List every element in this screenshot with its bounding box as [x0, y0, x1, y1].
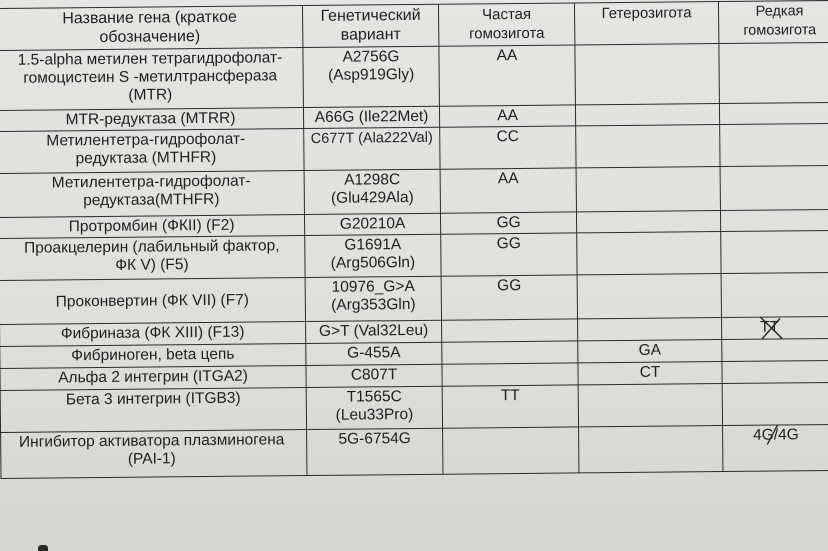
rare-homozygote	[722, 360, 828, 383]
rare-homozygote	[722, 338, 828, 361]
strikethrough-mark	[756, 316, 786, 339]
common-homozygote: GG	[441, 275, 577, 320]
gene-name: Фибриноген, beta цепь	[0, 344, 306, 369]
rare-homozygote	[721, 272, 828, 317]
genetic-variant: A2756G (Asp919Gly)	[303, 46, 440, 107]
rare-homozygote	[720, 123, 828, 166]
gene-name: Метилентетра-гидрофолат-редуктаза (MTHFR)	[0, 129, 304, 174]
common-homozygote: GG	[441, 233, 577, 276]
heterozygote: CT	[578, 362, 722, 385]
heterozygote	[575, 44, 720, 105]
heterozygote	[578, 384, 722, 427]
common-homozygote: AA	[440, 168, 576, 213]
heterozygote	[576, 125, 720, 168]
gene-name: MTR-редуктаза (MTRR)	[0, 108, 304, 132]
gene-name: Фибриназа (ФК XIII) (F13)	[0, 322, 306, 347]
table-row	[0, 42, 828, 110]
rare-homozygote	[722, 316, 828, 339]
gene-name: Проконвертин (ФК VII) (F7)	[0, 278, 306, 325]
common-homozygote	[442, 319, 578, 342]
gene-name: Альфа 2 интегрин (ITGA2)	[0, 366, 306, 391]
heterozygote: GA	[578, 340, 722, 363]
gene-name: Метилентетра-гидрофолат-редуктаза(MTHFR)	[0, 171, 304, 218]
genetic-variant: A66G (Ile22Met)	[303, 106, 439, 128]
rare-homozygote	[719, 102, 828, 124]
heterozygote	[575, 104, 719, 126]
rare-homozygote	[719, 42, 828, 103]
header-gene: Название гена (краткое обозначение)	[0, 6, 303, 51]
common-homozygote	[443, 427, 579, 474]
common-homozygote: GG	[440, 212, 576, 234]
rare-homozygote	[721, 230, 828, 273]
cut-off-glyph	[38, 545, 48, 551]
rare-homozygote	[723, 424, 828, 471]
rare-homozygote-value: 4G/4G	[753, 426, 799, 444]
header-common-homozygote: Частая гомозигота	[438, 3, 574, 46]
genetic-variant: 5G-6754G	[307, 428, 443, 475]
gene-name: Проакцелерин (лабильный фактор, ФК V) (F5)	[0, 236, 305, 281]
rare-homozygote	[722, 382, 828, 425]
common-homozygote	[442, 341, 578, 364]
genetic-variant: G20210A	[304, 213, 440, 235]
common-homozygote	[442, 363, 578, 386]
table-row	[1, 424, 828, 478]
rare-homozygote	[720, 165, 828, 210]
table-row	[0, 165, 828, 217]
gene-name: Протромбин (ФКII) (F2)	[0, 215, 305, 239]
genetic-variant: A1298C (Glu429Ala)	[304, 169, 440, 214]
handwritten-result	[760, 318, 779, 336]
rare-homozygote	[720, 209, 828, 231]
gene-name: Ингибитор активатора плазминогена (PAI-1)	[1, 430, 307, 479]
heterozygote	[579, 426, 723, 473]
header-rare-homozygote: Редкая гомозигота	[718, 0, 828, 43]
common-homozygote: AA	[439, 45, 576, 106]
gene-name: 1.5-alpha метилен тетрагидрофолат-гомоцистеин S -метилтрансфераза (MTR)	[0, 48, 303, 111]
genetic-variant: C807T	[306, 364, 442, 387]
genetic-variant: G>T (Val32Leu)	[306, 320, 442, 343]
genetic-variant: T1565C (Leu33Pro)	[306, 386, 442, 429]
genetic-variant: G-455A	[306, 342, 442, 365]
table-row	[0, 272, 828, 324]
heterozygote	[576, 211, 720, 233]
gene-name: Бета 3 интегрин (ITGB3)	[0, 388, 306, 433]
genetic-variant: G1691A (Arg506Gln)	[305, 234, 441, 277]
common-homozygote: CC	[440, 126, 576, 169]
heterozygote	[578, 318, 722, 341]
genetic-variant: 10976_G>A (Arg353Gln)	[305, 276, 441, 321]
common-homozygote: TT	[442, 385, 578, 428]
common-homozygote: AA	[439, 105, 575, 127]
header-variant: Генетический вариант	[302, 4, 438, 47]
heterozygote	[577, 274, 721, 319]
strikethrough-mark	[759, 424, 789, 446]
rare-homozygote-value: TT	[760, 318, 780, 336]
genetic-variant: C677T (Ala222Val)	[304, 127, 440, 170]
handwritten-result	[753, 426, 799, 444]
heterozygote	[576, 167, 720, 212]
heterozygote	[577, 232, 721, 275]
header-heterozygote: Гетерозигота	[574, 2, 718, 45]
